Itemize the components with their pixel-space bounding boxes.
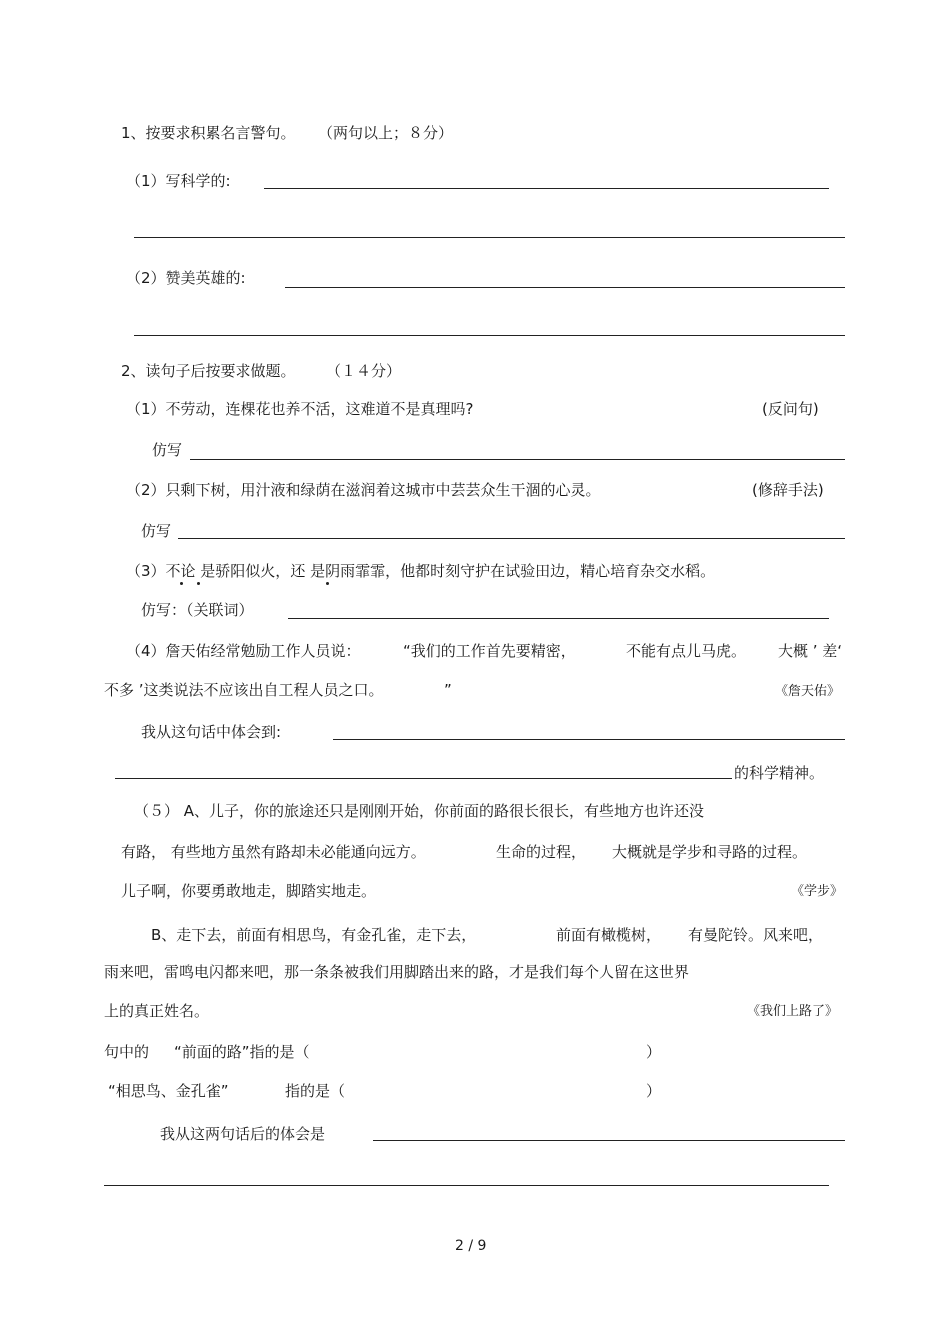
q2-s1-tag: (反问句) [762, 400, 819, 418]
q2-s1-text: （1）不劳动，连棵花也养不活，这难道不是真理吗? [126, 400, 474, 418]
answer-line[interactable] [333, 739, 845, 740]
q2-s5-b2: 雨来吧，雷鸣电闪都来吧，那一条条被我们用脚踏出来的路，才是我们每个人留在这世界 [104, 963, 690, 981]
q2-title: 2、读句子后按要求做题。 [121, 362, 296, 380]
answer-line[interactable] [134, 335, 845, 336]
q2-s2-text: （2）只剩下树，用汁液和绿荫在滋润着这城市中芸芸众生干涸的心灵。 [126, 481, 601, 499]
q2-s5-b1a: B、走下去，前面有相思鸟，有金孔雀，走下去， [151, 926, 477, 944]
page-number: 2 / 9 [455, 1238, 487, 1254]
q2-score: （１４分） [326, 362, 402, 380]
q2-s5-qb-1: “相思鸟、金孔雀” [108, 1082, 229, 1100]
answer-line[interactable] [115, 778, 732, 779]
q1-sub1-label: （1）写科学的: [126, 172, 231, 190]
q2-s4-source: 《詹天佑》 [775, 684, 841, 699]
q2-s5-a2a: 有路， 有些地方虽然有路却未必能通向远方。 [121, 843, 426, 861]
answer-line[interactable] [134, 237, 845, 238]
q2-s4-line1c: 不能有点儿马虎。 [626, 642, 747, 660]
emphasis-dot [326, 582, 329, 585]
q2-s5-qa-2: “前面的路”指的是（ [174, 1043, 310, 1061]
answer-line[interactable] [104, 1185, 829, 1186]
q2-s5-qa-3: ） [646, 1043, 662, 1061]
answer-line[interactable] [190, 459, 845, 460]
q2-s2-label: 仿写 [141, 522, 172, 540]
q2-s4-line1b: “我们的工作首先要精密， [403, 642, 576, 660]
q2-s5-sourceB: 《我们上路了》 [747, 1004, 839, 1019]
q2-s1-label: 仿写 [152, 441, 183, 459]
answer-line[interactable] [178, 538, 845, 539]
q2-s4-line2-quote: ” [444, 681, 452, 699]
q2-s5-a2c: 大概就是学步和寻路的过程。 [612, 843, 808, 861]
q2-s4-line2: 不多 ’这类说法不应该出自工程人员之口。 [104, 681, 384, 699]
emphasis-dot [180, 582, 183, 585]
answer-line[interactable] [288, 618, 829, 619]
q1-sub2-label: （2）赞美英雄的: [126, 269, 246, 287]
q2-s5-a1: （５） A、儿子，你的旅途还只是刚刚开始，你前面的路很长很长，有些地方也许还没 [134, 802, 705, 820]
q2-s5-qb-3: ） [646, 1082, 662, 1100]
q2-s4-prompt: 我从这句话中体会到: [141, 723, 282, 741]
q2-s5-a3: 儿子啊，你要勇敢地走，脚踏实地走。 [121, 882, 377, 900]
q2-s4-line1a: （4）詹天佑经常勉励工作人员说： [126, 642, 361, 660]
q2-s3-label: 仿写：（关联词） [141, 601, 254, 619]
q1-title: 1、按要求积累名言警句。 [121, 124, 296, 142]
answer-line[interactable] [373, 1140, 845, 1141]
answer-line[interactable] [285, 287, 845, 288]
q1-score: （两句以上；８分） [318, 124, 454, 142]
q2-s4-line1d: 大概 ’ 差‘ [778, 642, 843, 660]
q2-s5-b1b: 前面有橄榄树， [556, 926, 662, 944]
q2-s5-qc: 我从这两句话后的体会是 [160, 1125, 326, 1143]
q2-s5-b3: 上的真正姓名。 [104, 1002, 210, 1020]
answer-line[interactable] [264, 188, 829, 189]
q2-s2-tag: (修辞手法) [752, 481, 824, 499]
q2-s5-sourceA: 《学步》 [791, 884, 844, 899]
q2-s5-qb-2: 指的是（ [285, 1082, 346, 1100]
emphasis-dot [197, 582, 200, 585]
q2-s3-text: （3）不论 是骄阳似火，还 是阴雨霏霏，他都时刻守护在试验田边，精心培育杂交水稻。 [126, 562, 716, 580]
q2-s5-b1c: 有曼陀铃。风来吧， [688, 926, 824, 944]
q2-s4-suffix: 的科学精神。 [734, 764, 825, 782]
q2-s5-a2b: 生命的过程， [496, 843, 587, 861]
q2-s5-qa-1: 句中的 [104, 1043, 150, 1061]
